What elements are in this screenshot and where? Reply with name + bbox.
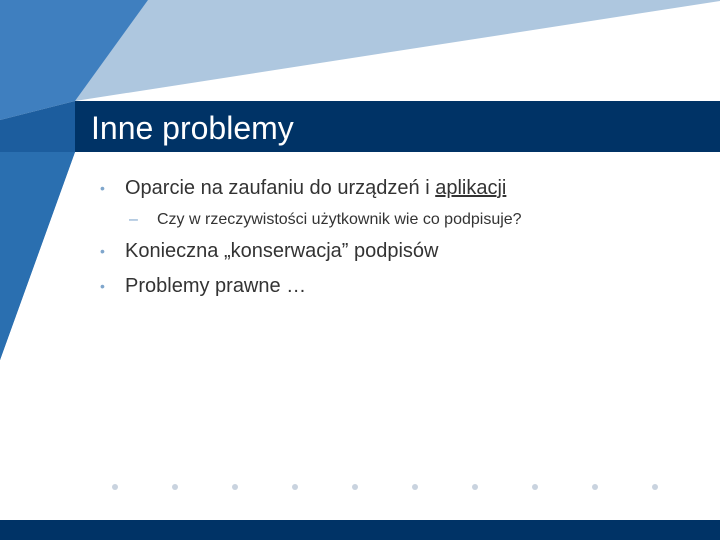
bullet-marker: • — [100, 180, 105, 196]
sub-bullet-marker: – — [129, 211, 138, 228]
bullet-text — [125, 176, 506, 200]
bullet-text: Konieczna „konserwacja” podpisów — [125, 240, 439, 262]
footer-bar — [0, 520, 720, 540]
bullet-marker: • — [100, 243, 105, 259]
light-blue-wedge — [75, 0, 720, 101]
bullet-marker: • — [100, 278, 105, 294]
side-blue-strip — [0, 152, 75, 360]
sub-bullet-text: Czy w rzeczywistości użytkownik wie co podpisuje? — [157, 211, 522, 228]
title-bar — [75, 101, 720, 152]
bullet-text: Problemy prawne … — [125, 275, 307, 297]
bullet-text-main: Oparcie na zaufaniu do urządzeń i — [125, 177, 436, 199]
aplikacji-link[interactable]: aplikacji — [435, 177, 507, 199]
slide-title: Inne problemy — [91, 110, 294, 146]
